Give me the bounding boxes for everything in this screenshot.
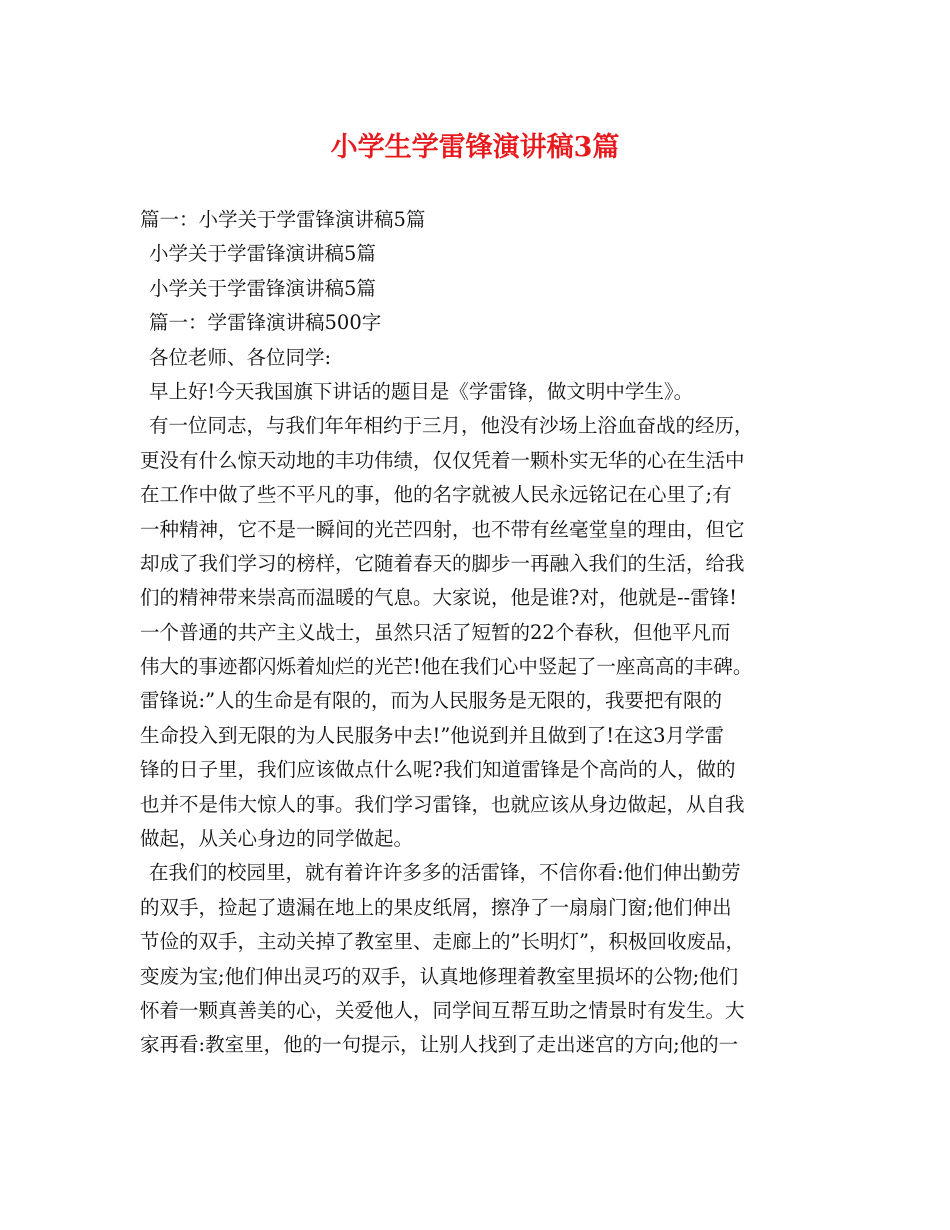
document-body — [140, 203, 830, 1063]
text-line: 做起，从关心身边的同学做起。 — [140, 827, 414, 851]
text-line: 各位老师、各位同学: — [149, 345, 332, 369]
text-line: 有一位同志，与我们年年相约于三月，他没有沙场上浴血奋战的经历， — [149, 414, 754, 438]
text-line: 早上好!今天我国旗下讲话的题目是《学雷锋，做文明中学生》。 — [149, 379, 694, 403]
document-title: 小学生学雷锋演讲稿3篇 — [330, 132, 620, 163]
text-line: 在工作中做了些不平凡的事，他的名字就被人民永远铭记在心里了;有 — [140, 483, 732, 507]
text-line: 变废为宝;他们伸出灵巧的双手，认真地修理着教室里损坏的公物;他们 — [140, 964, 739, 988]
text-line: 雷锋说:”人的生命是有限的，而为人民服务是无限的，我要把有限的 — [140, 689, 723, 713]
text-line: 也并不是伟大惊人的事。我们学习雷锋，也就应该从身边做起，从自我 — [140, 792, 745, 816]
text-line: 的双手，捡起了遗漏在地上的果皮纸屑，擦净了一扇扇门窗;他们伸出 — [140, 895, 732, 919]
text-line: 一种精神，它不是一瞬间的光芒四射，也不带有丝毫堂皇的理由，但它 — [140, 517, 745, 541]
text-line: 生命投入到无限的为人民服务中去!”他说到并且做到了!在这3月学雷 — [140, 723, 725, 747]
text-line: 在我们的校园里，就有着许许多多的活雷锋，不信你看:他们伸出勤劳 — [149, 861, 741, 885]
text-line: 小学关于学雷锋演讲稿5篇 — [149, 242, 376, 266]
text-line: 伟大的事迹都闪烁着灿烂的光芒!他在我们心中竖起了一座高高的丰碑。 — [140, 655, 753, 679]
text-line: 一个普通的共产主义战士，虽然只活了短暂的22个春秋，但他平凡而 — [140, 620, 731, 644]
text-line: 怀着一颗真善美的心，关爱他人，同学间互帮互助之情景时有发生。大 — [140, 998, 745, 1022]
text-line: 篇一：学雷锋演讲稿500字 — [149, 311, 382, 335]
text-line: 节俭的双手，主动关掉了教室里、走廊上的”长明灯”，积极回收废品， — [140, 930, 745, 954]
text-line: 们的精神带来崇高而温暖的气息。大家说，他是谁?对，他就是--雷锋! — [140, 586, 737, 610]
text-line: 小学关于学雷锋演讲稿5篇 — [149, 276, 376, 300]
text-line: 篇一：小学关于学雷锋演讲稿5篇 — [140, 208, 426, 231]
text-line: 家再看:教室里，他的一句提示，让别人找到了走出迷宫的方向;他的一 — [140, 1033, 739, 1057]
text-line: 却成了我们学习的榜样，它随着春天的脚步一再融入我们的生活，给我 — [140, 551, 745, 575]
text-line: 更没有什么惊天动地的丰功伟绩，仅仅凭着一颗朴实无华的心在生活中 — [140, 448, 745, 472]
text-line: 锋的日子里，我们应该做点什么呢?我们知道雷锋是个高尚的人，做的 — [140, 758, 736, 782]
